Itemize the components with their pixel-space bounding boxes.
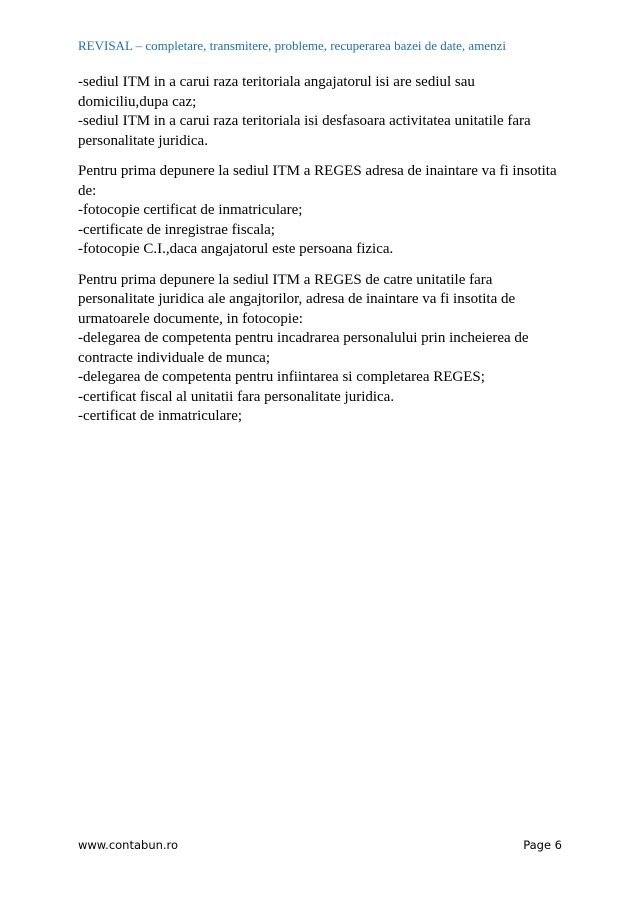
text-line: -fotocopie certificat de inmatriculare;	[78, 202, 303, 218]
page-body	[78, 73, 568, 438]
text-line: personalitate juridica ale angajtorilor, adresa de inaintare va fi insotita de	[78, 291, 516, 307]
paragraph-units-without-legal-personality	[78, 271, 568, 427]
text-line: Pentru prima depunere la sediul ITM a REGES adresa de inaintare va fi insotita	[78, 163, 557, 179]
text-line: -sediul ITM in a carui raza teritoriala isi desfasoara activitatea unitatile fara	[78, 113, 531, 129]
text-line: domiciliu,dupa caz;	[78, 93, 197, 110]
text-line: -certificate de inregistrae fiscala;	[78, 221, 275, 238]
text-line: Pentru prima depunere la sediul ITM a REGES de catre unitatile fara	[78, 271, 493, 288]
text-line: -delegarea de competenta pentru incadrarea personalului prin incheierea de	[78, 330, 529, 346]
text-line: -fotocopie C.I.,daca angajatorul este persoana fizica.	[78, 241, 394, 257]
text-line: personalitate juridica.	[78, 132, 208, 149]
text-line: -delegarea de competenta pentru infiintarea si completarea REGES;	[78, 369, 485, 385]
footer-page-number: Page 6	[523, 838, 562, 852]
text-line: urmatoarele documente, in fotocopie:	[78, 310, 303, 327]
footer-website: www.contabun.ro	[78, 838, 179, 852]
paragraph-first-submission-documents	[78, 162, 568, 260]
text-line: de:	[78, 182, 97, 199]
text-line: -certificat de inmatriculare;	[78, 408, 243, 424]
text-line: contracte individuale de munca;	[78, 349, 271, 366]
text-line: -sediul ITM in a carui raza teritoriala angajatorul isi are sediul sau	[78, 74, 475, 90]
text-line: -certificat fiscal al unitatii fara personalitate juridica.	[78, 388, 395, 405]
page-header-title: REVISAL – completare, transmitere, probleme, recuperarea bazei de date, amenzi	[78, 38, 506, 53]
paragraph-itm-locations	[78, 73, 568, 151]
